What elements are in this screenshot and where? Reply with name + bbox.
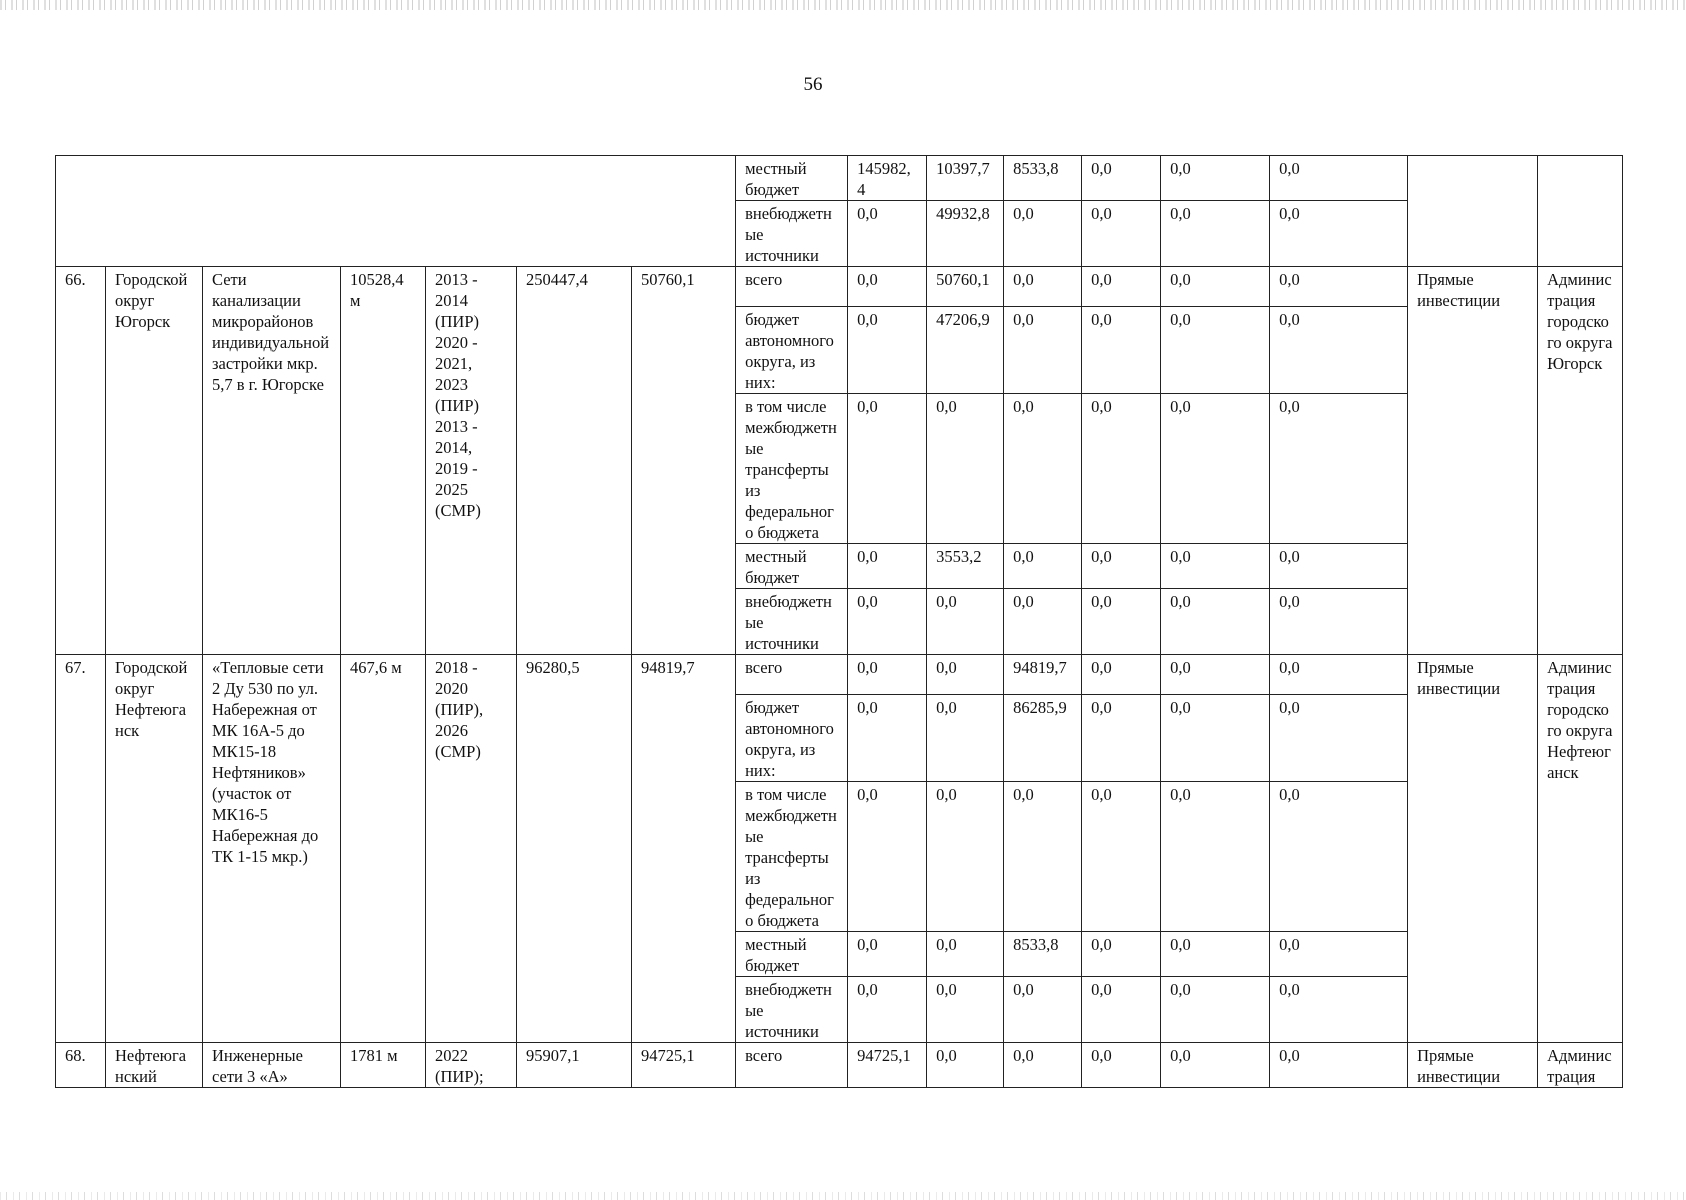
funding-value: 0,0 <box>1270 267 1408 307</box>
funding-value: 0,0 <box>1161 267 1270 307</box>
project-capacity: 1781 м <box>341 1043 426 1088</box>
project-object: «Тепловые сети 2 Ду 530 по ул. Набережная от МК 16А-5 до МК15-18 Нефтяников» (участок от МК16-5 Набережная до ТК 1-15 мкр.) <box>203 655 341 1043</box>
funding-value: 0,0 <box>1082 695 1161 782</box>
project-period: 2018 - 2020 (ПИР), 2026 (СМР) <box>426 655 517 1043</box>
funding-value: 0,0 <box>1082 589 1161 655</box>
funding-value: 0,0 <box>1082 1043 1161 1088</box>
funding-value: 0,0 <box>1270 201 1408 267</box>
source-label: внебюджетные источники <box>736 977 848 1043</box>
funding-value: 0,0 <box>848 932 927 977</box>
funding-value: 0,0 <box>1161 1043 1270 1088</box>
page-number: 56 <box>803 74 823 95</box>
table-row <box>56 655 1623 695</box>
funding-value: 0,0 <box>1004 267 1082 307</box>
funding-value: 0,0 <box>1270 589 1408 655</box>
source-label: всего <box>736 1043 848 1088</box>
funding-value: 94819,7 <box>1004 655 1082 695</box>
funding-value: 0,0 <box>1004 1043 1082 1088</box>
funding-value: 0,0 <box>1082 782 1161 932</box>
funding-value: 94725,1 <box>848 1043 927 1088</box>
project-method: Прямые инвестиции <box>1408 655 1538 1043</box>
table-row <box>56 156 1623 201</box>
project-district: Нефтеюганский <box>106 1043 203 1088</box>
scan-edge-top <box>0 0 1686 10</box>
source-label: всего <box>736 267 848 307</box>
project-number: 68. <box>56 1043 106 1088</box>
funding-value: 0,0 <box>1161 201 1270 267</box>
funding-value: 0,0 <box>848 267 927 307</box>
funding-value: 0,0 <box>848 589 927 655</box>
funding-value: 145982,4 <box>848 156 927 201</box>
project-district: Городской округ Югорск <box>106 267 203 655</box>
funding-value: 8533,8 <box>1004 156 1082 201</box>
project-capacity: 10528,4 м <box>341 267 426 655</box>
funding-value: 0,0 <box>848 695 927 782</box>
funding-value: 0,0 <box>1270 932 1408 977</box>
source-label: местный бюджет <box>736 544 848 589</box>
investment-table <box>55 155 1623 1088</box>
funding-value: 47206,9 <box>927 307 1004 394</box>
funding-value: 0,0 <box>1270 394 1408 544</box>
funding-value: 0,0 <box>1161 977 1270 1043</box>
funding-value: 0,0 <box>1082 977 1161 1043</box>
funding-value: 0,0 <box>1004 589 1082 655</box>
project-customer: Администрация городского округа Нефтеюганск <box>1538 655 1623 1043</box>
funding-value: 0,0 <box>927 932 1004 977</box>
funding-value: 0,0 <box>1270 655 1408 695</box>
funding-value: 0,0 <box>1161 695 1270 782</box>
project-customer: Администрация <box>1538 1043 1623 1088</box>
project-remaining: 94725,1 <box>632 1043 736 1088</box>
source-label: местный бюджет <box>736 156 848 201</box>
project-period: 2022 (ПИР); <box>426 1043 517 1088</box>
funding-value: 0,0 <box>848 201 927 267</box>
funding-value: 0,0 <box>927 394 1004 544</box>
funding-value: 0,0 <box>1082 267 1161 307</box>
funding-value: 0,0 <box>1161 655 1270 695</box>
project-period: 2013 - 2014 (ПИР) 2020 - 2021, 2023 (ПИР) 2013 - 2014, 2019 - 2025 (СМР) <box>426 267 517 655</box>
funding-value: 0,0 <box>848 655 927 695</box>
project-district: Городской округ Нефтеюганск <box>106 655 203 1043</box>
funding-value: 0,0 <box>848 544 927 589</box>
project-method: Прямые инвестиции <box>1408 1043 1538 1088</box>
source-label: бюджет автономного округа, из них: <box>736 695 848 782</box>
funding-value: 0,0 <box>1270 156 1408 201</box>
funding-value: 86285,9 <box>1004 695 1082 782</box>
funding-value: 0,0 <box>1004 394 1082 544</box>
funding-value: 0,0 <box>1270 977 1408 1043</box>
funding-value: 0,0 <box>1004 544 1082 589</box>
project-customer: Администрация городского округа Югорск <box>1538 267 1623 655</box>
project-number: 67. <box>56 655 106 1043</box>
funding-value: 0,0 <box>1161 932 1270 977</box>
funding-value: 0,0 <box>1004 977 1082 1043</box>
funding-value: 0,0 <box>1161 782 1270 932</box>
source-label: в том числе межбюджетные трансферты из федерального бюджета <box>736 394 848 544</box>
project-object: Инженерные сети 3 «А» <box>203 1043 341 1088</box>
funding-value: 49932,8 <box>927 201 1004 267</box>
funding-value: 0,0 <box>1161 589 1270 655</box>
funding-value: 0,0 <box>1082 307 1161 394</box>
funding-value: 0,0 <box>927 977 1004 1043</box>
funding-value: 0,0 <box>1004 307 1082 394</box>
funding-value: 0,0 <box>848 394 927 544</box>
funding-value: 0,0 <box>927 589 1004 655</box>
funding-value: 0,0 <box>1082 655 1161 695</box>
project-cost: 95907,1 <box>517 1043 632 1088</box>
source-label: внебюджетные источники <box>736 589 848 655</box>
project-cost: 96280,5 <box>517 655 632 1043</box>
customer-blank <box>1538 156 1623 267</box>
funding-value: 0,0 <box>1161 394 1270 544</box>
source-label: всего <box>736 655 848 695</box>
source-label: в том числе межбюджетные трансферты из федерального бюджета <box>736 782 848 932</box>
funding-value: 0,0 <box>927 695 1004 782</box>
funding-value: 0,0 <box>1082 932 1161 977</box>
funding-value: 0,0 <box>1082 156 1161 201</box>
funding-value: 0,0 <box>1161 544 1270 589</box>
table-row <box>56 1043 1623 1088</box>
funding-value: 3553,2 <box>927 544 1004 589</box>
funding-value: 0,0 <box>1082 544 1161 589</box>
project-cost: 250447,4 <box>517 267 632 655</box>
table-row <box>56 267 1623 307</box>
method-blank <box>1408 156 1538 267</box>
source-label: местный бюджет <box>736 932 848 977</box>
funding-value: 0,0 <box>1161 156 1270 201</box>
funding-value: 0,0 <box>848 782 927 932</box>
funding-value: 0,0 <box>1270 695 1408 782</box>
project-number: 66. <box>56 267 106 655</box>
continuation-blank <box>56 156 736 267</box>
funding-value: 10397,7 <box>927 156 1004 201</box>
funding-value: 0,0 <box>1270 307 1408 394</box>
source-label: бюджет автономного округа, из них: <box>736 307 848 394</box>
funding-value: 0,0 <box>1004 782 1082 932</box>
funding-value: 0,0 <box>1082 201 1161 267</box>
funding-value: 50760,1 <box>927 267 1004 307</box>
funding-value: 0,0 <box>1004 201 1082 267</box>
source-label: внебюджетные источники <box>736 201 848 267</box>
project-method: Прямые инвестиции <box>1408 267 1538 655</box>
funding-value: 0,0 <box>1082 394 1161 544</box>
funding-value: 0,0 <box>1270 1043 1408 1088</box>
funding-value: 0,0 <box>927 655 1004 695</box>
scan-edge-bottom <box>0 1192 1686 1200</box>
project-capacity: 467,6 м <box>341 655 426 1043</box>
project-remaining: 94819,7 <box>632 655 736 1043</box>
funding-value: 0,0 <box>848 307 927 394</box>
funding-value: 0,0 <box>927 1043 1004 1088</box>
funding-value: 0,0 <box>848 977 927 1043</box>
funding-value: 8533,8 <box>1004 932 1082 977</box>
funding-value: 0,0 <box>927 782 1004 932</box>
funding-value: 0,0 <box>1270 544 1408 589</box>
project-remaining: 50760,1 <box>632 267 736 655</box>
project-object: Сети канализации микрорайонов индивидуальной застройки мкр. 5,7 в г. Югорске <box>203 267 341 655</box>
funding-value: 0,0 <box>1270 782 1408 932</box>
funding-value: 0,0 <box>1161 307 1270 394</box>
